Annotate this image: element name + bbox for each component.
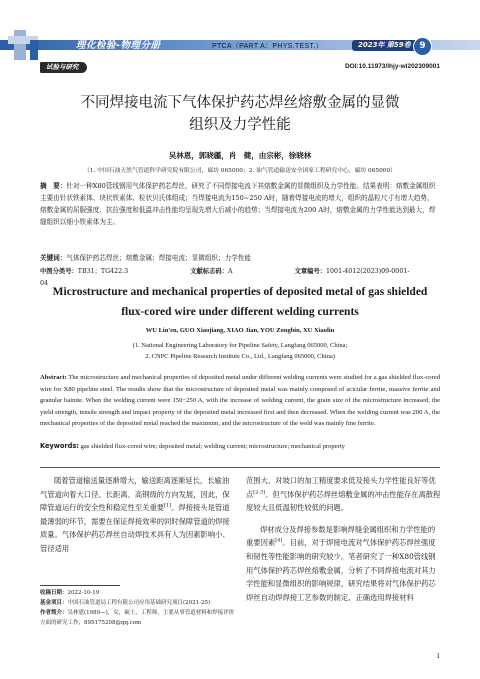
- body-text: 。目前，对于焊接电流对气体保护药芯焊丝强度和韧性等性能影响的研究较少。笔者研究了一种X80管线钢用气体保护药芯焊丝熔敷金属，分析了不同焊接电流对其力学性能和显微组织的影响规律，研究结果将对气体保护药芯焊丝自动焊焊接工艺参数的制定、正确选用焊接材料: [246, 538, 436, 602]
- en-title-line1: Microstructure and mechanical properties of deposited metal of gas shielded: [52, 286, 428, 298]
- journal-header: [0, 0, 480, 60]
- issue-badge: 9: [413, 37, 432, 56]
- body-text: 随着管道输送量逐渐增大，输送距离逐渐延长，长输油气管道向着大口径、长距离、高钢级的方向发展，因此，保障管道运行的安全性和稳定性至关重要: [40, 476, 230, 513]
- en-affiliation-1: (1. National Engineering Laboratory for Pipeline Safety, Langfang 065000, China;: [132, 342, 348, 349]
- journal-name: PTCA（PART A：PHYS.TEST.）: [212, 43, 323, 50]
- cn-affiliation: （1. 中国石油天然气管道科学研究院有限公司，廊坊 065000；2. 油气管道输送安全国家工程研究中心，廊坊 065000）: [84, 168, 396, 174]
- author-value: 吴林恩(1989—)，女，硕士，工程师，主要从事管道材料和焊接评价方面的研究工作，895175208@qq.com: [40, 610, 235, 626]
- body-text: 范围大、对坡口的加工精度要求低及接头力学性能良好等优点: [246, 476, 436, 499]
- page-number: 1: [436, 651, 440, 660]
- cn-keywords: [40, 252, 440, 264]
- clc-value: TB31；TG422.3: [77, 268, 129, 275]
- clc: [40, 268, 158, 275]
- citation: [2-3]: [253, 489, 266, 496]
- cn-keywords-text: 气体保护药芯焊丝；熔敷金属；焊接电流；显微组织；力学性能: [66, 254, 251, 262]
- en-affiliation-2: 2. CNPC Pipeline Research Institute Co., Ltd., Langfang 065000, China): [145, 353, 335, 360]
- body-paragraph: [40, 474, 235, 556]
- received-date: [40, 588, 235, 598]
- en-abstract-label: Abstract:: [40, 374, 67, 381]
- body-paragraph: [246, 474, 441, 515]
- cn-abstract-label: 摘 要：: [40, 182, 67, 190]
- article-no-label: 文章编号：: [294, 268, 327, 275]
- en-keywords-text: gas shielded flux-cored wire; deposited metal; welding current; microstructure; mechanical property: [80, 443, 345, 450]
- en-keywords-label: Keywords:: [40, 442, 79, 450]
- body-text: 。焊接接头是管道最薄弱的环节，需要在保证焊接效率的同时保障管道的焊接质量。气体保护药芯焊丝自动焊技术具有人为因素影响小、管径适用: [40, 503, 230, 553]
- doc-code-label: 文献标志码：: [190, 268, 228, 275]
- year-volume-badge: 2023年 第59卷: [352, 40, 417, 51]
- body-paragraph: [246, 523, 441, 605]
- cn-keywords-label: 关键词：: [40, 254, 67, 262]
- received-value: 2022-10-19: [67, 590, 100, 596]
- doi: DOI:10.11973/lhjy-wl202309001: [344, 63, 440, 70]
- footnote: [40, 588, 235, 628]
- en-abstract: [40, 372, 440, 430]
- doc-code-value: A: [227, 268, 233, 275]
- cn-authors: 吴林恩，郭晓疆，肖 健，由宗彬，徐晓林: [168, 151, 312, 160]
- cn-abstract: [40, 180, 440, 228]
- footnote-rule: [40, 585, 120, 586]
- body-column-right: [246, 474, 441, 604]
- doc-code: [190, 268, 262, 275]
- body-column-left: [40, 474, 235, 556]
- en-keywords: [40, 441, 440, 453]
- en-authors: WU Lin'en, GUO Xiaojiang, XIAO Jian, YOU Zongbin, XU Xiaolin: [145, 327, 335, 334]
- body-text: 。但气体保护药芯焊丝熔敷金属的冲击性能存在离散程度较大且低温韧性较低的问题。: [246, 489, 441, 513]
- en-title-line2: flux-cored wire under different welding currents: [121, 306, 359, 318]
- journal-brand: 理化检验-物理分册: [76, 40, 161, 51]
- author-label: 作者简介：: [40, 610, 68, 616]
- journal-logo-icon: [8, 30, 68, 60]
- section-tag: 试验与研究: [40, 62, 87, 73]
- cn-title-line1: 不同焊接电流下气体保护药芯焊丝熔敷金属的显微: [80, 95, 400, 111]
- fund-label: 基金项目：: [40, 600, 68, 606]
- body-text: 焊材成分及焊接参数是影响焊缝金属组织和力学性能的重要因素: [246, 524, 436, 548]
- author-info: [40, 608, 235, 628]
- fund-info: [40, 598, 235, 608]
- citation: [1]: [164, 502, 172, 509]
- article-no-value: 1001-4012(2023)09-0001-04: [40, 268, 410, 287]
- divider: [40, 467, 440, 468]
- received-label: 收稿日期：: [40, 590, 68, 596]
- cn-title-line2: 组织及力学性能: [189, 117, 291, 133]
- en-abstract-text: The microstructure and mechanical properties of deposited metal under different welding currents were studied for a gas shielded flux-cored wire for X80 pipeline steel. The results show that the microstructure of deposited metal was mainly composed of acicular ferrite, massive ferrite and granular bainite. When the welding current were 150−250 A, with the increase of welding current, the grain size of the microstructure increased, the yield strength, tensile strength and impact property of the deposited metal increased first and then decreased. When the welding current was 200 A, the mechanical properties of the deposited metal reached the maximum, and the microstructure of the weld was mainly fine ferrite.: [40, 374, 440, 427]
- citation: [4]: [275, 537, 283, 544]
- fund-value: 中国石油管道局工程有限公司应用基础研究项目(2021-25): [67, 600, 211, 606]
- clc-label: 中图分类号：: [40, 268, 78, 275]
- cn-abstract-text: 针对一种X80管线钢用气体保护药芯焊丝，研究了不同焊接电流下其熔敷金属的显微组织及力学性能。结果表明：熔敷金属组织主要由针状铁素体、块状铁素体、粒状贝氏体组成；当焊接电流为150~250 A时，随着焊接电流的增大，组织的晶粒尺寸有增大趋势，熔敷金属的屈服强度、抗拉强度和低温冲击性能均呈现先增大后减小的趋势；当焊接电流为200 A时，熔敷金属的力学性能达到最大，焊缝组织以细小铁素体为主。: [40, 182, 436, 226]
